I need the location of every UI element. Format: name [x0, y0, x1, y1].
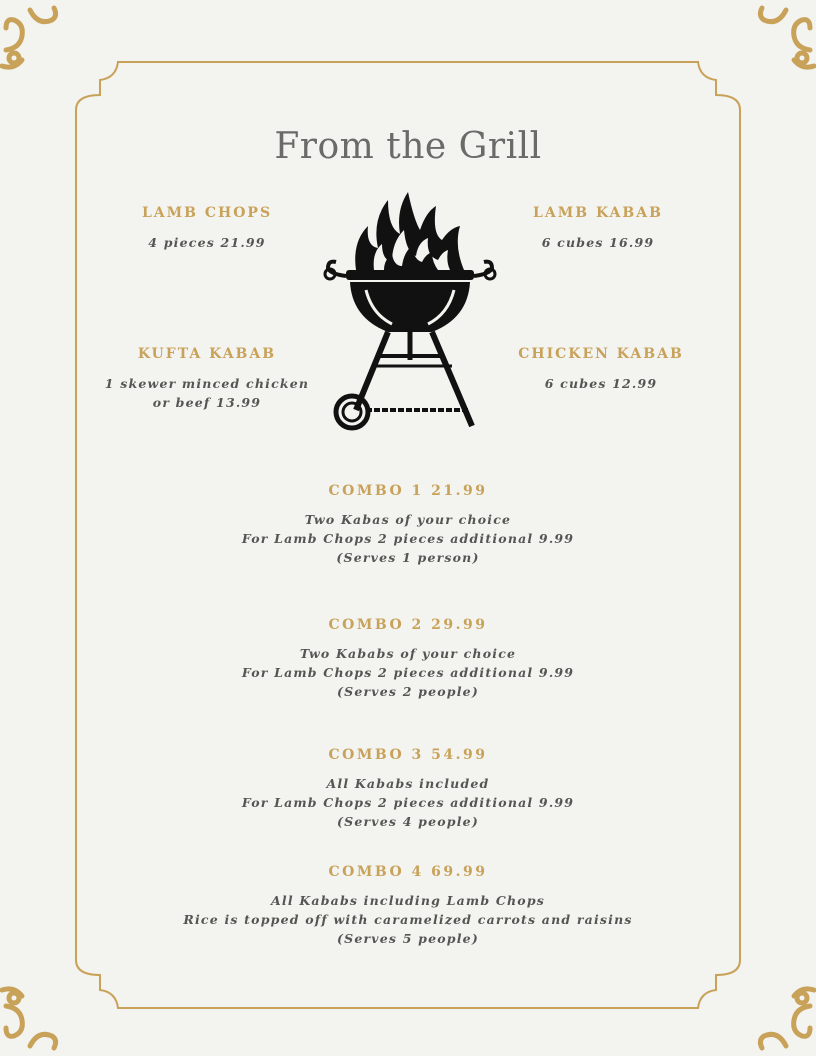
page-title: From the Grill — [274, 126, 542, 167]
combo-line: For Lamb Chops 2 pieces additional 9.99 — [241, 795, 575, 810]
menu-item — [488, 205, 708, 252]
item-desc: 6 cubes 12.99 — [544, 376, 658, 391]
ornament-icon — [0, 976, 80, 1056]
combo-line: For Lamb Chops 2 pieces additional 9.99 — [241, 665, 575, 680]
ornament-icon — [736, 0, 816, 80]
menu-item — [97, 346, 317, 412]
item-name: KUFTA KABAB — [137, 346, 277, 362]
combo-line: (Serves 4 people) — [337, 814, 479, 829]
combo-section — [0, 864, 816, 948]
combo-line: (Serves 2 people) — [337, 684, 479, 699]
item-name: CHICKEN KABAB — [518, 346, 684, 362]
item-name: LAMB KABAB — [533, 205, 663, 221]
menu-item — [97, 205, 317, 252]
combo-name: COMBO 2 29.99 — [328, 617, 488, 633]
item-desc: 1 skewer minced chicken or beef 13.99 — [104, 376, 310, 410]
combo-line: Two Kabas of your choice — [304, 512, 512, 527]
combo-line: Rice is topped off with caramelized carrots and raisins — [183, 912, 633, 927]
combo-line: For Lamb Chops 2 pieces additional 9.99 — [241, 531, 575, 546]
combo-name: COMBO 1 21.99 — [328, 483, 488, 499]
combo-line: (Serves 1 person) — [336, 550, 480, 565]
combo-line: (Serves 5 people) — [337, 931, 479, 946]
combo-section — [0, 617, 816, 701]
combo-line: All Kababs including Lamb Chops — [271, 893, 545, 908]
combo-section — [0, 483, 816, 567]
combo-name: COMBO 3 54.99 — [328, 747, 488, 763]
item-desc: 4 pieces 21.99 — [148, 235, 266, 250]
ornament-icon — [0, 0, 80, 80]
menu-item — [491, 346, 711, 393]
item-desc: 6 cubes 16.99 — [541, 235, 655, 250]
item-name: LAMB CHOPS — [141, 205, 273, 221]
combo-line: Two Kababs of your choice — [299, 646, 517, 661]
combo-name: COMBO 4 69.99 — [328, 864, 488, 880]
ornament-icon — [736, 976, 816, 1056]
combo-section — [0, 747, 816, 831]
combo-line: All Kababs included — [326, 776, 490, 791]
grill-icon — [322, 190, 498, 434]
